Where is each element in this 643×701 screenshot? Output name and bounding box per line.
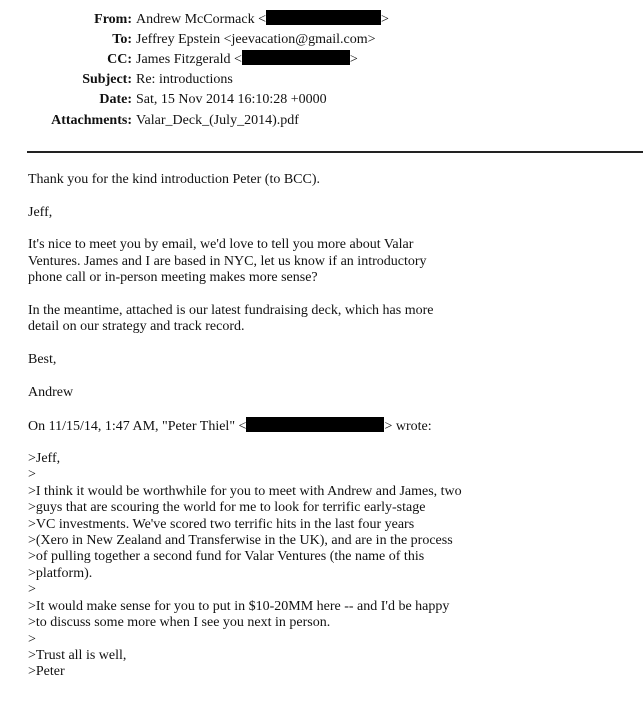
quoted-line: >Jeff, [28,451,61,466]
body-line: Ventures. James and I are based in NYC, let us know if an introductory [28,254,427,269]
quoted-line: > [28,467,36,482]
from-value [136,10,389,30]
header-attachments-row [0,111,643,131]
quoted-line: >VC investments. We've scored two terrific hits in the last four years [28,517,415,532]
to-label: To: [112,32,132,47]
quoted-line: >to discuss some more when I see you next in person. [28,615,331,630]
header-to-row [0,30,643,50]
header-from-row [0,10,643,30]
redaction-bar [266,10,381,25]
quote-intro-line [28,417,432,434]
body-line: phone call or in-person meeting makes more sense? [28,270,318,285]
from-name: Andrew McCormack < [136,12,266,27]
header-divider [27,151,643,153]
body-line: In the meantime, attached is our latest fundraising deck, which has more [28,303,434,318]
body-line: Thank you for the kind introduction Peter (to BCC). [28,172,321,187]
quoted-line: >platform). [28,566,93,581]
quoted-line: >Peter [28,664,65,679]
quoted-line: >guys that are scouring the world for me to look for terrific early-stage [28,500,426,515]
header-date-row [0,90,643,110]
body-line: It's nice to meet you by email, we'd love to tell you more about Valar [28,237,414,252]
body-line: Best, [28,352,57,367]
to-value: Jeffrey Epstein <jeevacation@gmail.com> [136,32,376,47]
cc-close-bracket: > [349,52,358,67]
attachments-label: Attachments: [51,113,132,128]
subject-label: Subject: [82,72,132,87]
header-subject-row [0,70,643,90]
from-label: From: [94,12,132,27]
cc-name: James Fitzgerald < [136,52,242,67]
quoted-line: >(Xero in New Zealand and Transferwise in the UK), and are in the process [28,533,453,548]
header-cc-row [0,50,643,70]
date-value: Sat, 15 Nov 2014 16:10:28 +0000 [136,92,327,107]
quoted-line: >Trust all is well, [28,648,127,663]
redaction-bar [246,417,384,432]
quoted-line: >of pulling together a second fund for Valar Ventures (the name of this [28,549,425,564]
quoted-line: > [28,632,36,647]
cc-label: CC: [107,52,132,67]
quoted-line: >I think it would be worthwhile for you to meet with Andrew and James, two [28,484,462,499]
quoted-line: >It would make sense for you to put in $10-20MM here -- and I'd be happy [28,599,450,614]
body-line: Jeff, [28,205,53,220]
body-line: Andrew [28,385,74,400]
subject-value: Re: introductions [136,72,233,87]
redaction-bar [242,50,350,65]
cc-value [136,50,358,70]
quoted-line: > [28,582,36,597]
body-line: detail on our strategy and track record. [28,319,245,334]
date-label: Date: [99,92,132,107]
quote-intro-before: On 11/15/14, 1:47 AM, "Peter Thiel" < [28,419,247,434]
from-close-bracket: > [380,12,389,27]
quote-intro-after: > wrote: [384,419,432,434]
attachment-file-link[interactable]: Valar_Deck_(July_2014).pdf [136,113,299,128]
